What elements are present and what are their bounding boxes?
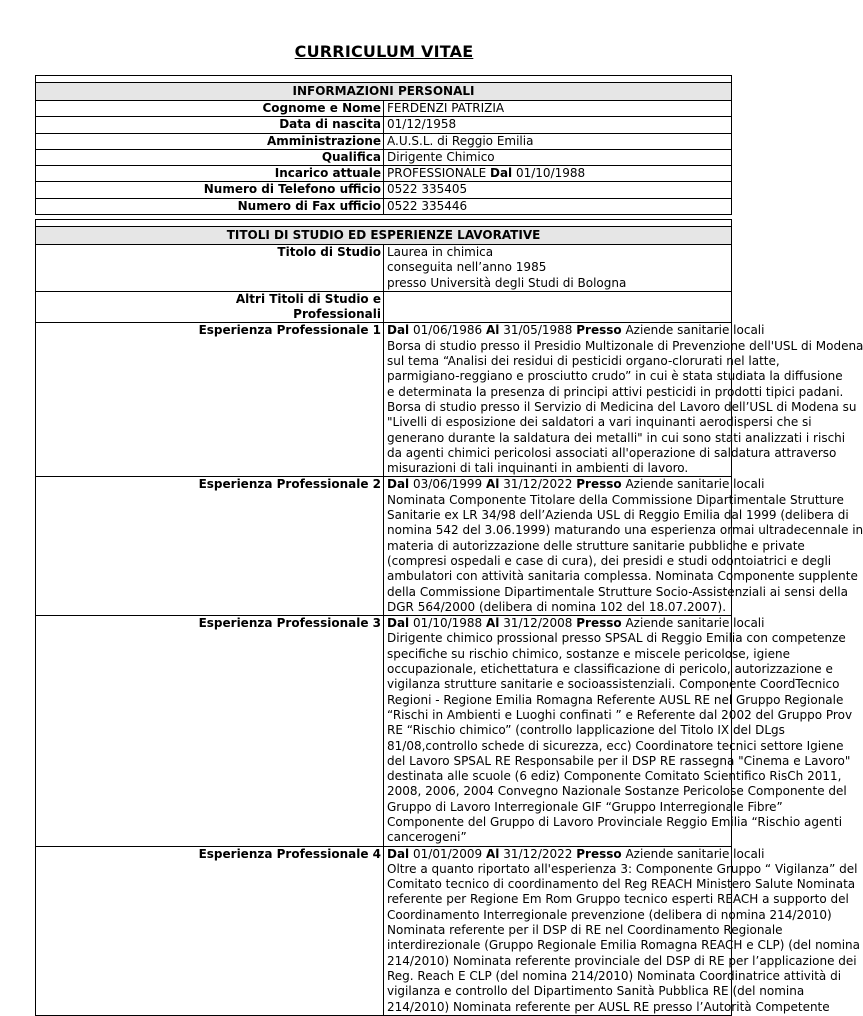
row-value [384,166,732,182]
date-to: 31/12/2022 [503,846,573,861]
row-value [384,245,732,292]
text-line: presso Università degli Studi di Bologna [387,275,627,290]
text-line: Regioni - Regione Emilia Romagna Referente AUSL RE nel Gruppo Regionale [387,692,844,707]
text-line: Gruppo di Lavoro Interregionale GIF “Gruppo Interregionale Fibre” [387,799,783,814]
label-line: Altri Titoli di Studio e [235,291,381,306]
table-row [36,101,732,117]
date-to: 31/12/2008 [503,616,573,631]
studies-experience-table [35,219,863,1016]
text-line: DGR 564/2000 (delibera di nomina 102 del 18.07.2007). [387,599,727,614]
row-label [36,291,384,323]
text-line: destinata alle scuole (6 ediz) Componente Comitato Scientifico RisCh 2011, [387,769,842,784]
text-line: misurazioni di tali inquinanti in ambienti di lavoro. [387,461,689,476]
text-line: RE “Rischio chimico” (controllo lapplicazione del Titolo IX del DLgs [387,723,785,738]
row-value: A.U.S.L. di Reggio Emilia [384,133,732,149]
section-header-personal: INFORMAZIONI PERSONALI [36,83,732,101]
value-keyword: Dal [490,166,513,181]
text-line: Sanitarie ex LR 34/98 dell’Azienda USL di Reggio Emilia dal 1999 (delibera di [387,508,849,523]
personal-info-table [35,75,732,215]
table-row [36,846,732,1015]
text-line: ambulatori con attività sanitaria complessa. Nominata Componente supplente [387,569,858,584]
text-line: 81/08,controllo schede di sicurezza, ecc) Coordinatore tecnici settore Igiene [387,738,844,753]
row-label: Esperienza Professionale 2 [36,477,384,616]
keyword-dal: Dal [387,846,410,861]
table-row [36,149,732,165]
text-line: Dirigente chimico prossional presso SPSAL di Reggio Emilia con competenze [387,631,846,646]
text-line: "Livelli di esposizione dei saldatori a vari inquinanti aerodispersi che si [387,415,812,430]
keyword-al: Al [486,616,500,631]
row-value [384,846,860,1015]
row-value [384,323,863,477]
keyword-presso: Presso [576,477,622,492]
keyword-presso: Presso [576,616,622,631]
text-line: Laurea in chimica [387,245,494,259]
text-line: (compresi ospedali e case di cura), dei presidi e studi odontoiatrici e degli [387,553,832,568]
label-line: Professionali [293,307,381,322]
text-line: Borsa di studio presso il Presidio Multizonale di Prevenzione dell'USL di Modena [387,338,863,353]
employer: Aziende sanitarie locali [625,616,765,631]
keyword-presso: Presso [576,846,622,861]
text-line: cancerogeni” [387,830,467,845]
date-from: 01/01/2009 [413,846,483,861]
text-line: e determinata la presenza di principi attivi pesticidi in prodotti tipici padani. [387,384,844,399]
text-line: del Lavoro SPSAL RE Responsabile per il DSP RE rassegna "Cinema e Lavoro" [387,753,851,768]
text-line: della Commissione Dipartimentale Strutture Socio-Assistenziali ai sensi della [387,584,848,599]
employer: Aziende sanitarie locali [625,477,765,492]
text-line: Oltre a quanto riportato all'esperienza 3: Componente Gruppo “ Vigilanza” del [387,861,858,876]
row-value [384,477,863,616]
period-line [387,477,765,492]
row-label: Titolo di Studio [36,245,384,292]
text-line: Componente del Gruppo di Lavoro Provinciale Reggio Emilia “Rischio agenti [387,814,843,829]
text-line: occupazionale, etichettatura e classificazione di pericolo, autorizzazione e [387,662,833,677]
keyword-dal: Dal [387,477,410,492]
text-line: specifiche su rischio chimico, sostanze e miscele pericolose, igiene [387,646,790,661]
employer: Aziende sanitarie locali [625,323,765,338]
row-value-empty [384,291,732,323]
table-row [36,117,732,133]
table-row [36,182,732,198]
text-line: vigilanza strutture sanitarie e socioassistenziali. Componente CoordTecnico [387,677,840,692]
keyword-dal: Dal [387,323,410,338]
text-line: Nominata referente per il DSP di RE nel Coordinamento Regionale [387,923,783,938]
table-row [36,166,732,182]
period-line [387,846,765,862]
keyword-al: Al [486,477,500,492]
table-row [36,198,732,214]
text-line: conseguita nell’anno 1985 [387,260,547,275]
row-label: Numero di Fax ufficio [36,198,384,214]
keyword-dal: Dal [387,616,410,631]
row-value: FERDENZI PATRIZIA [384,101,732,117]
text-line: 2008, 2006, 2004 Convegno Nazionale Sostanze Pericolose Componente del [387,784,847,799]
text-line: generano durante la saldatura dei metalli" in cui sono stati analizzati i rischi [387,430,846,445]
text-line: da agenti chimici pericolosi associati all'operazione di saldatura attraverso [387,445,837,460]
row-label: Esperienza Professionale 4 [36,846,384,1015]
text-line: sul tema “Analisi dei residui di pesticidi organo-clorurati nel latte, [387,354,780,369]
row-label: Qualifica [36,149,384,165]
table-top-spacer [36,76,732,83]
table-row [36,616,732,846]
table-row [36,133,732,149]
text-line: referente per Regione Em Rom Gruppo tecnico esperti REACH a supporto del [387,892,849,907]
text-line: vigilanza e controllo del Dipartimento Sanità Pubblica RE (del nomina [387,984,805,999]
text-line: nomina 542 del 3.06.1999) maturando una esperienza ormai ultradecennale in [387,523,863,538]
section-header-studies: TITOLI DI STUDIO ED ESPERIENZE LAVORATIVE [36,227,732,245]
text-line: 214/2010) Nominata referente provinciale del DSP di RE per l’applicazione dei [387,953,857,968]
text-line: Coordinamento Interregionale prevenzione (delibera di nomina 214/2010) [387,907,832,922]
text-line: Comitato tecnico di coordinamento del Reg REACH Ministero Salute Nominata [387,877,856,892]
date-from: 01/10/1988 [413,616,483,631]
document-title: CURRICULUM VITAE [294,42,474,61]
period-line [387,616,765,631]
text-line: materia di autorizzazione delle strutture sanitarie pubbliche e private [387,538,805,553]
text-line: “Rischi in Ambienti e Luoghi confinati ” e Referente dal 2002 del Gruppo Prov [387,707,853,722]
row-value: Dirigente Chimico [384,149,732,165]
row-label: Amministrazione [36,133,384,149]
row-value: 0522 335405 [384,182,732,198]
text-line: Reg. Reach E CLP (del nomina 214/2010) Nominata Coordinatrice attività di [387,968,842,983]
date-from: 01/06/1986 [413,323,483,338]
row-label: Cognome e Nome [36,101,384,117]
date-to: 31/05/1988 [503,323,573,338]
table-top-spacer [36,220,732,227]
row-label: Incarico attuale [36,166,384,182]
employer: Aziende sanitarie locali [625,846,765,861]
keyword-presso: Presso [576,323,622,338]
text-line: Borsa di studio presso il Servizio di Medicina del Lavoro dell’USL di Modena su [387,399,857,414]
row-value: 0522 335446 [384,198,732,214]
row-label: Numero di Telefono ufficio [36,182,384,198]
date-to: 31/12/2022 [503,477,573,492]
row-value [384,616,853,846]
table-row [36,291,732,323]
value-suffix: 01/10/1988 [512,166,586,181]
row-label: Esperienza Professionale 3 [36,616,384,846]
text-line: interdirezionale (Gruppo Regionale Emilia Romagna REACH e CLP) (del nomina [387,938,860,953]
text-line: Nominata Componente Titolare della Commissione Dipartimentale Strutture [387,492,844,507]
text-line: 214/2010) Nominata referente per AUSL RE presso l’Autorità Competente [387,999,830,1014]
table-row [36,323,732,477]
value-prefix: PROFESSIONALE [387,166,490,181]
text-line: parmigiano-reggiano e prosciutto crudo” in cui è stata studiata la diffusione [387,369,843,384]
table-row [36,245,732,292]
row-label: Esperienza Professionale 1 [36,323,384,477]
row-label: Data di nascita [36,117,384,133]
period-line [387,323,765,338]
keyword-al: Al [486,323,500,338]
keyword-al: Al [486,846,500,861]
table-row [36,477,732,616]
date-from: 03/06/1999 [413,477,483,492]
row-value: 01/12/1958 [384,117,732,133]
